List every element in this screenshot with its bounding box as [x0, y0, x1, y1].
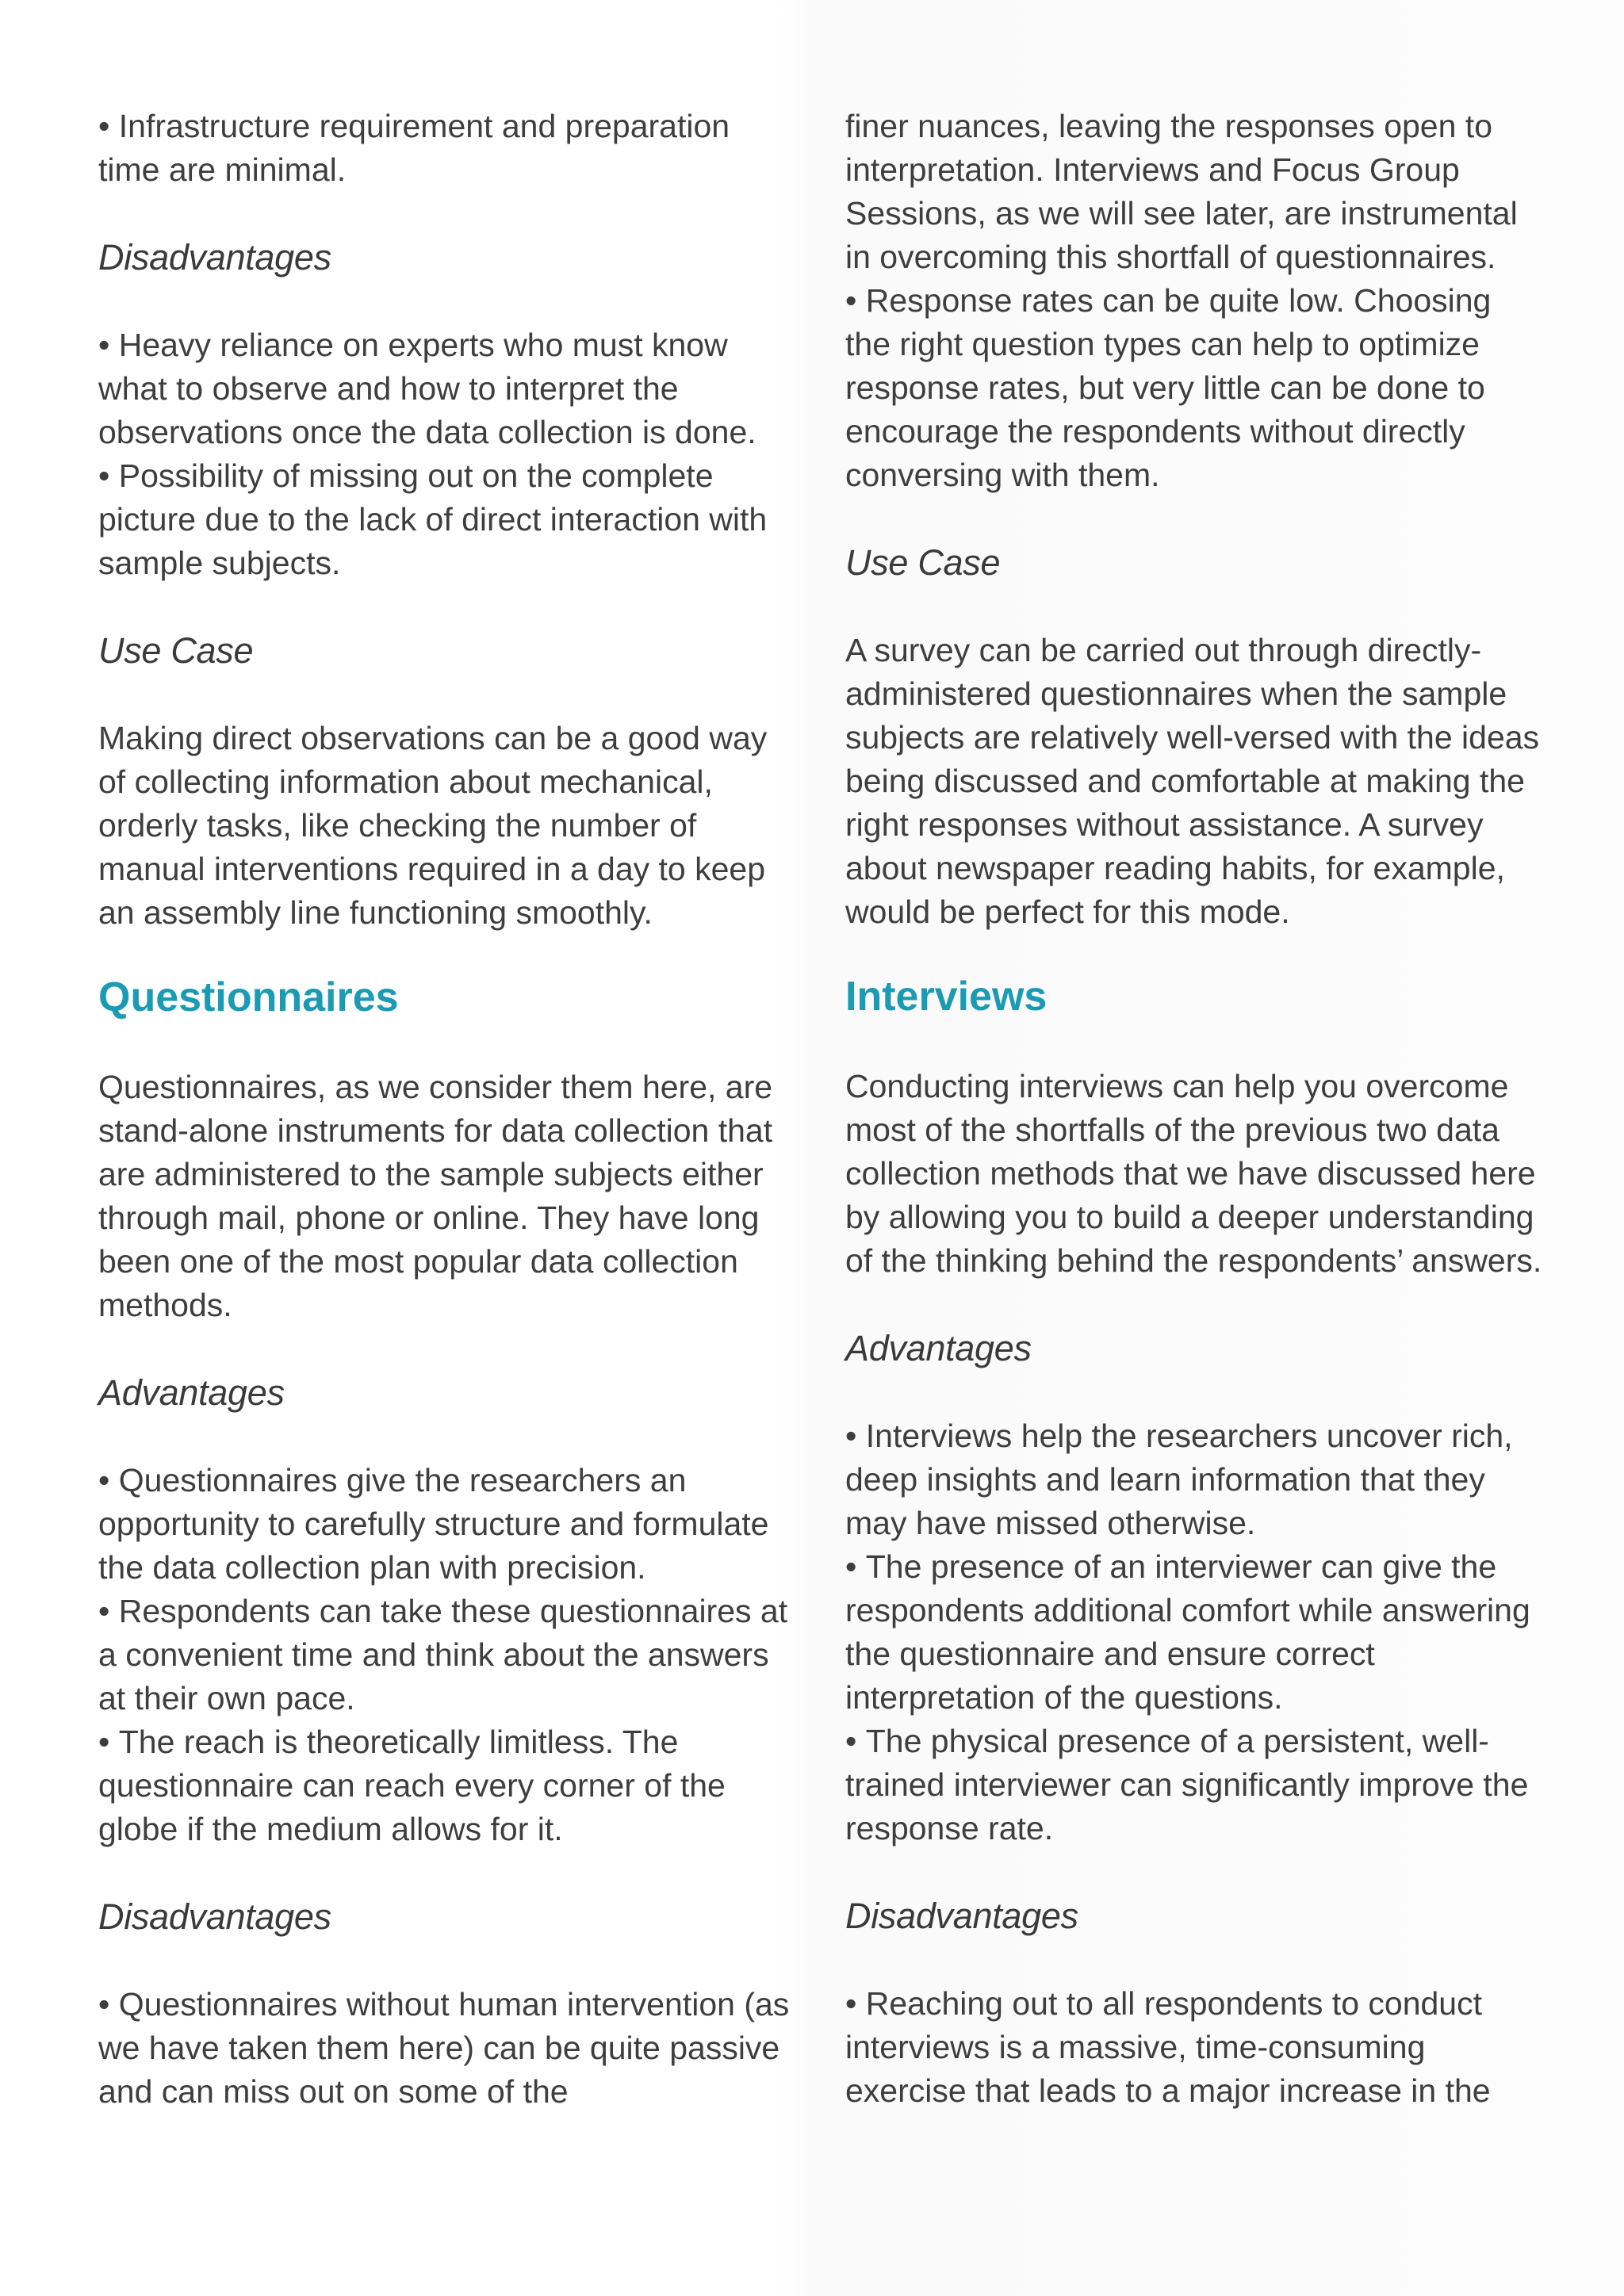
questionnaires-disadvantage-continued: finer nuances, leaving the responses open to interpretation. Interviews and Focus Group Sessions, as we will see later, are instrumental in overcoming this shortfall of questionnaires. — [845, 108, 1518, 275]
interviews-disadvantages-heading: Disadvantages — [845, 1896, 1078, 1936]
questionnaires-disadvantage-bullet: • Questionnaires without human intervention (as we have taken them here) can be quite passive and can miss out on some of the — [98, 1983, 796, 2114]
questionnaires-advantage-bullet: • The reach is theoretically limitless. The questionnaire can reach every corner of the globe if the medium allows for it. — [98, 1720, 796, 1851]
left-column — [98, 105, 796, 2114]
interviews-advantage-bullet: • The presence of an interviewer can give the respondents additional comfort while answering the questionnaire and ensure correct interpretation of the questions. — [845, 1545, 1543, 1720]
questionnaires-use-case-text: A survey can be carried out through directly-administered questionnaires when the sample subjects are relatively well-versed with the ideas being discussed and comfortable at making the right responses without assistance. A survey about newspaper reading habits, for example, would be perfect for this mode. — [845, 632, 1540, 930]
observation-disadvantages-heading: Disadvantages — [98, 237, 331, 277]
interviews-advantages-heading: Advantages — [845, 1328, 1032, 1368]
questionnaires-intro-text: Questionnaires, as we consider them here, are stand-alone instruments for data collection that are administered to the sample subjects either through mail, phone or online. They have long been one of the most popular data collection methods. — [98, 1069, 773, 1323]
right-column — [845, 105, 1543, 2113]
observation-disadvantage-bullet: • Heavy reliance on experts who must know what to observe and how to interpret the observations once the data collection is done. — [98, 323, 796, 454]
interviews-disadvantage-bullet: • Reaching out to all respondents to conduct interviews is a massive, time-consuming exercise that leads to a major increase in the — [845, 1982, 1543, 2113]
interviews-intro-text: Conducting interviews can help you overcome most of the shortfalls of the previous two data collection methods that we have discussed here by allowing you to build a deeper understanding of the thinking behind the respondents’ answers. — [845, 1068, 1542, 1279]
interviews-advantage-bullet: • The physical presence of a persistent, well-trained interviewer can significantly improve the response rate. — [845, 1720, 1543, 1850]
questionnaires-disadvantages-heading: Disadvantages — [98, 1896, 331, 1937]
questionnaires-advantage-bullet: • Questionnaires give the researchers an opportunity to carefully structure and formulate the data collection plan with precision. — [98, 1459, 796, 1590]
questionnaires-advantage-bullet: • Respondents can take these questionnaires at a convenient time and think about the answers at their own pace. — [98, 1590, 796, 1720]
observation-use-case-heading: Use Case — [98, 630, 254, 671]
questionnaires-use-case-heading: Use Case — [845, 542, 1001, 583]
questionnaires-section-title: Questionnaires — [98, 974, 399, 1020]
interviews-advantage-bullet: • Interviews help the researchers uncover rich, deep insights and learn information that they may have missed otherwise. — [845, 1414, 1543, 1545]
questionnaires-disadvantage-bullet: • Response rates can be quite low. Choosing the right question types can help to optimize response rates, but very little can be done to encourage the respondents without directly conversing with them. — [845, 279, 1543, 497]
questionnaires-advantages-heading: Advantages — [98, 1372, 285, 1413]
observation-disadvantage-bullet: • Possibility of missing out on the complete picture due to the lack of direct interaction with sample subjects. — [98, 454, 796, 585]
interviews-section-title: Interviews — [845, 974, 1048, 1020]
observation-use-case-text: Making direct observations can be a good way of collecting information about mechanical, orderly tasks, like checking the number of manual interventions required in a day to keep an assembly line functioning smoothly. — [98, 720, 768, 931]
observation-advantage-bullet: • Infrastructure requirement and preparation time are minimal. — [98, 105, 796, 192]
